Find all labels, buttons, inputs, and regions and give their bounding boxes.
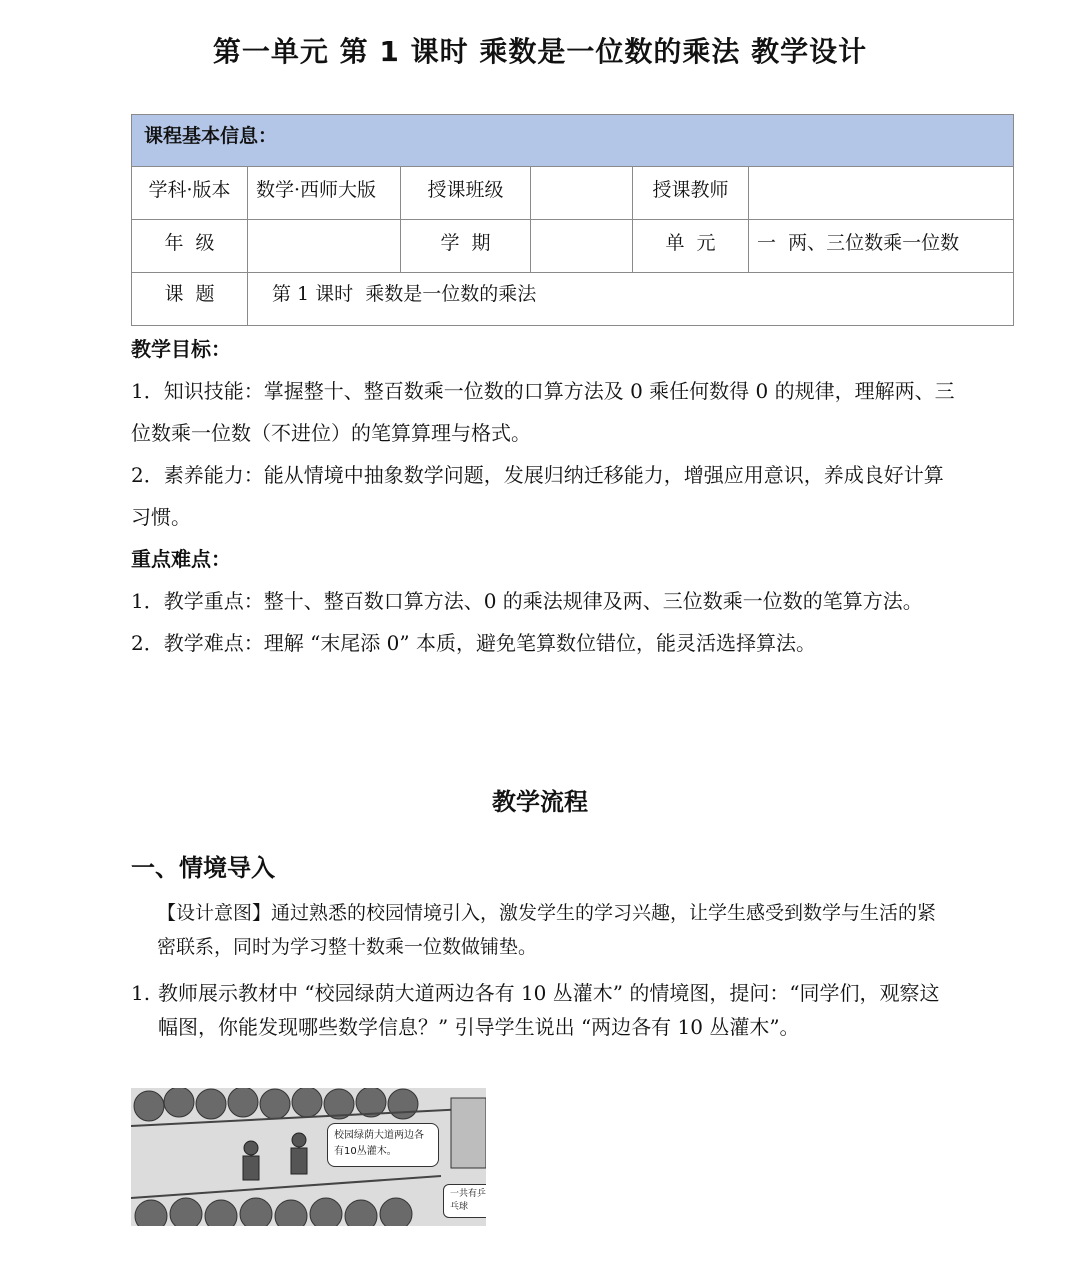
teacher-label: 授课教师 [633, 167, 749, 220]
grade-label: 年 级 [132, 220, 248, 273]
process-heading: 教学流程 [492, 787, 588, 816]
unit-label: 单 元 [633, 220, 749, 273]
step-number: 1. [131, 981, 151, 1005]
objectives-section [131, 328, 961, 664]
class-label: 授课班级 [401, 167, 531, 220]
step-text: 教师展示教材中 “校园绿荫大道两边各有 10 丛灌木” 的情境图，提问：“同学们，观察这幅图，你能发现哪些数学信息？” 引导学生说出 “两边各有 10 丛灌木”。 [158, 981, 940, 1039]
key-point-item: 2．教学难点：理解 “末尾添 0” 本质，避免笔算数位错位，能灵活选择算法。 [131, 631, 816, 655]
objective-item: 1．知识技能：掌握整十、整百数乘一位数的口算方法及 0 乘任何数得 0 的规律，理解两、三位数乘一位数（不进位）的笔算算理与格式。 [131, 379, 955, 445]
page-title: 第一单元 第 1 课时 乘数是一位数的乘法 教学设计 [212, 35, 868, 68]
design-intent: 【设计意图】通过熟悉的校园情境引入，激发学生的学习兴趣，让学生感受到数学与生活的紧密联系，同时为学习整十数乘一位数做铺垫。 [157, 902, 937, 958]
textbook-illustration [131, 1088, 486, 1226]
topic-value: 第 1 课时 乘数是一位数的乘法 [248, 273, 1014, 326]
speech-bubble: 一共有乒乓球 [443, 1184, 486, 1218]
key-point-item: 1．教学重点：整十、整百数口算方法、0 的乘法规律及两、三位数乘一位数的笔算方法。 [131, 589, 923, 613]
course-info-table [131, 114, 1014, 326]
key-points-heading: 重点难点： [131, 547, 231, 571]
step-item [131, 976, 951, 1044]
teacher-value [749, 167, 1014, 220]
objectives-heading: 教学目标： [131, 337, 231, 361]
grade-value [248, 220, 401, 273]
subject-value: 数学·西师大版 [248, 167, 401, 220]
section-title: 一、情境导入 [131, 854, 275, 882]
objective-item: 2．素养能力：能从情境中抽象数学问题，发展归纳迁移能力，增强应用意识，养成良好计算习惯。 [131, 463, 944, 529]
term-label: 学 期 [401, 220, 531, 273]
table-header: 课程基本信息： [132, 115, 1014, 167]
class-value [531, 167, 633, 220]
term-value [531, 220, 633, 273]
subject-label: 学科·版本 [132, 167, 248, 220]
topic-label: 课 题 [132, 273, 248, 326]
unit-value: 一 两、三位数乘一位数 [749, 220, 1014, 273]
speech-bubble: 校园绿荫大道两边各有10丛灌木。 [327, 1123, 439, 1167]
